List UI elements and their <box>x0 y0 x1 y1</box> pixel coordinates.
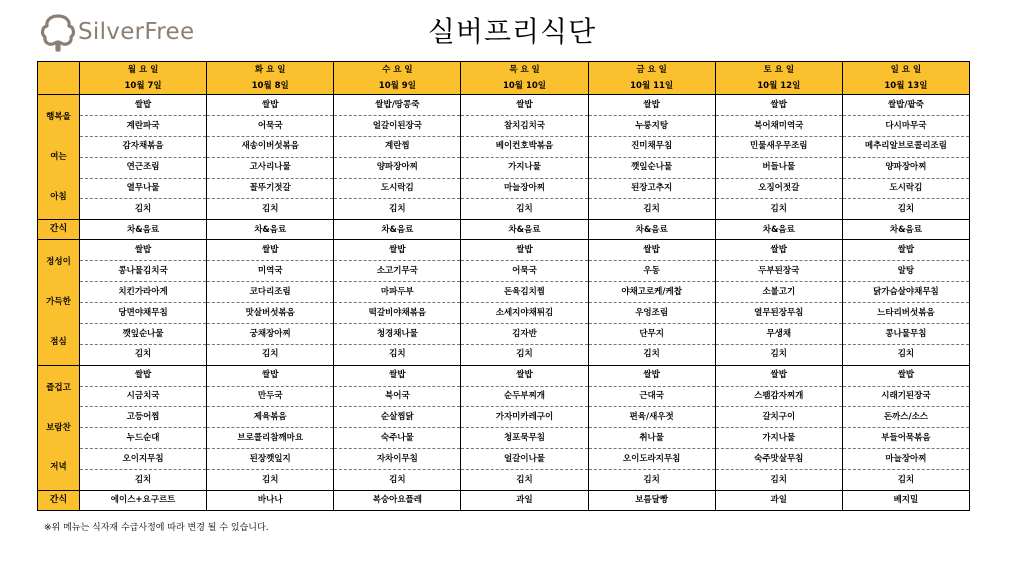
menu-item: 북어국 <box>334 386 461 407</box>
dinner-row <box>38 470 970 491</box>
lunch-row <box>38 303 970 324</box>
menu-item: 궁채장아찌 <box>207 323 334 344</box>
menu-item: 양파장아찌 <box>334 157 461 178</box>
breakfast-label-line: 아침 <box>50 191 67 202</box>
menu-item: 김치 <box>588 199 715 220</box>
menu-item: 김치 <box>80 199 207 220</box>
lunch-label-line: 정성이 <box>46 257 71 268</box>
menu-item: 치킨가라아게 <box>80 282 207 303</box>
dinner-label-line: 즐겁고 <box>46 382 71 393</box>
menu-item: 쌀밥 <box>80 365 207 386</box>
menu-item: 메추리알브로콜리조림 <box>842 136 969 157</box>
day-date-header: 10월 11일 <box>588 78 715 95</box>
menu-item: 당면야채무침 <box>80 303 207 324</box>
menu-item: 무생채 <box>715 323 842 344</box>
snack-item: 차&음료 <box>461 220 588 240</box>
menu-item: 꼴뚜기젓갈 <box>207 178 334 199</box>
breakfast-row <box>38 199 970 220</box>
lunch-label-line: 점심 <box>50 337 67 348</box>
day-date-header: 10월 9일 <box>334 78 461 95</box>
menu-item: 오이지무침 <box>80 449 207 470</box>
day-date-header: 10월 13일 <box>842 78 969 95</box>
dinner-label-line: 저녁 <box>50 462 67 473</box>
menu-item: 오징어젓갈 <box>715 178 842 199</box>
menu-item: 김치 <box>334 199 461 220</box>
day-date-header: 10월 8일 <box>207 78 334 95</box>
menu-item: 쌀밥 <box>588 365 715 386</box>
menu-item: 김치 <box>715 199 842 220</box>
breakfast-row <box>38 157 970 178</box>
day-name-header: 금 요 일 <box>588 62 715 79</box>
menu-item: 쌀밥 <box>842 240 969 261</box>
menu-item: 김치 <box>842 199 969 220</box>
menu-item: 김치 <box>588 470 715 491</box>
menu-item: 김치 <box>461 344 588 365</box>
day-name-header: 월 요 일 <box>80 62 207 79</box>
dinner-row <box>38 386 970 407</box>
menu-item: 쌀밥 <box>715 240 842 261</box>
dinner-row <box>38 365 970 386</box>
menu-item: 두부된장국 <box>715 261 842 282</box>
lunch-row <box>38 261 970 282</box>
menu-item: 계란파국 <box>80 115 207 136</box>
menu-item: 쌀밥 <box>842 365 969 386</box>
dinner-label-line: 보람찬 <box>46 422 71 433</box>
menu-item: 어묵국 <box>461 261 588 282</box>
menu-item: 김치 <box>80 470 207 491</box>
day-date-header: 10월 7일 <box>80 78 207 95</box>
menu-item: 어묵국 <box>207 115 334 136</box>
lunch-row <box>38 282 970 303</box>
menu-item: 청포묵무침 <box>461 428 588 449</box>
menu-item: 김치 <box>715 344 842 365</box>
menu-item: 미역국 <box>207 261 334 282</box>
menu-item: 알탕 <box>842 261 969 282</box>
date-row <box>38 78 970 95</box>
menu-item: 우동 <box>588 261 715 282</box>
menu-item: 민물새우무조림 <box>715 136 842 157</box>
snack-item: 보름달빵 <box>588 491 715 511</box>
menu-item: 베이컨호박볶음 <box>461 136 588 157</box>
breakfast-row <box>38 136 970 157</box>
menu-item: 소세지야채튀김 <box>461 303 588 324</box>
menu-item: 마파두부 <box>334 282 461 303</box>
menu-item: 느타리버섯볶음 <box>842 303 969 324</box>
menu-item: 쌀밥 <box>461 240 588 261</box>
menu-item: 김치 <box>207 470 334 491</box>
menu-item: 쌀밥 <box>334 365 461 386</box>
day-date-header: 10월 12일 <box>715 78 842 95</box>
day-name-header: 일 요 일 <box>842 62 969 79</box>
menu-item: 쌀밥 <box>461 95 588 116</box>
menu-item: 얼갈이된장국 <box>334 115 461 136</box>
lunch-row <box>38 240 970 261</box>
dinner-row <box>38 449 970 470</box>
menu-item: 누드순대 <box>80 428 207 449</box>
lunch-row <box>38 344 970 365</box>
day-name-header: 목 요 일 <box>461 62 588 79</box>
snack-item: 과일 <box>715 491 842 511</box>
dinner-row <box>38 407 970 428</box>
snack-item: 차&음료 <box>588 220 715 240</box>
corner-cell <box>38 62 80 79</box>
menu-item: 고사리나물 <box>207 157 334 178</box>
snack-item: 차&음료 <box>207 220 334 240</box>
menu-item: 자차이무침 <box>334 449 461 470</box>
menu-item: 가지나물 <box>461 157 588 178</box>
menu-item: 깻잎순나물 <box>588 157 715 178</box>
snack-label: 간식 <box>38 220 80 240</box>
menu-item: 쌀밥/팥죽 <box>842 95 969 116</box>
lunch-row <box>38 323 970 344</box>
day-name-row <box>38 62 970 79</box>
snack-item: 에이스+요구르트 <box>80 491 207 511</box>
menu-item: 열무된장무침 <box>715 303 842 324</box>
menu-item: 도시락김 <box>334 178 461 199</box>
menu-item: 김치 <box>461 470 588 491</box>
breakfast-label-line: 행복을 <box>46 112 71 123</box>
day-name-header: 수 요 일 <box>334 62 461 79</box>
menu-item: 양파장아찌 <box>842 157 969 178</box>
snack-item: 차&음료 <box>334 220 461 240</box>
menu-item: 쌀밥 <box>588 95 715 116</box>
lunch-label <box>38 240 80 365</box>
menu-item: 새송이버섯볶음 <box>207 136 334 157</box>
menu-item: 얼갈이나물 <box>461 449 588 470</box>
menu-item: 근대국 <box>588 386 715 407</box>
menu-item: 버들나물 <box>715 157 842 178</box>
menu-item: 가지나물 <box>715 428 842 449</box>
menu-item: 닭가슴살야채무침 <box>842 282 969 303</box>
menu-item: 김치 <box>715 470 842 491</box>
menu-item: 김치 <box>842 470 969 491</box>
menu-item: 순두부찌개 <box>461 386 588 407</box>
snack-item: 바나나 <box>207 491 334 511</box>
menu-item: 돈육김치찜 <box>461 282 588 303</box>
menu-item: 열무나물 <box>80 178 207 199</box>
menu-item: 김치 <box>207 199 334 220</box>
breakfast-label <box>38 95 80 220</box>
breakfast-row <box>38 95 970 116</box>
menu-item: 쌀밥 <box>715 365 842 386</box>
menu-item: 쌀밥 <box>80 95 207 116</box>
menu-item: 쌀밥 <box>461 365 588 386</box>
snack-row <box>38 220 970 240</box>
menu-item: 시래기된장국 <box>842 386 969 407</box>
menu-item: 김치 <box>334 470 461 491</box>
snack-row <box>38 491 970 511</box>
menu-item: 쌀밥 <box>715 95 842 116</box>
menu-item: 떡갈비야채볶음 <box>334 303 461 324</box>
breakfast-row <box>38 115 970 136</box>
menu-item: 김치 <box>80 344 207 365</box>
menu-item: 오이도라지무침 <box>588 449 715 470</box>
menu-item: 숙주맛살무침 <box>715 449 842 470</box>
lunch-label-line: 가득한 <box>46 297 71 308</box>
weekly-menu-table <box>37 61 970 511</box>
menu-item: 돈까스/소스 <box>842 407 969 428</box>
menu-item: 브로콜리참깨마요 <box>207 428 334 449</box>
snack-item: 베지밀 <box>842 491 969 511</box>
menu-item: 소불고기 <box>715 282 842 303</box>
menu-item: 진미채무침 <box>588 136 715 157</box>
day-name-header: 화 요 일 <box>207 62 334 79</box>
snack-item: 차&음료 <box>715 220 842 240</box>
menu-item: 우엉조림 <box>588 303 715 324</box>
menu-item: 스팸감자찌개 <box>715 386 842 407</box>
menu-item: 된장깻잎지 <box>207 449 334 470</box>
menu-item: 쌀밥 <box>334 240 461 261</box>
menu-item: 참치김치국 <box>461 115 588 136</box>
snack-item: 과일 <box>461 491 588 511</box>
menu-item: 쌀밥 <box>588 240 715 261</box>
footer-note: ※위 메뉴는 식자재 수급사정에 따라 변경 될 수 있습니다. <box>44 523 269 533</box>
menu-item: 김치 <box>588 344 715 365</box>
menu-item: 김자반 <box>461 323 588 344</box>
menu-item: 마늘장아찌 <box>461 178 588 199</box>
menu-item: 감자채볶음 <box>80 136 207 157</box>
menu-item: 코다리조림 <box>207 282 334 303</box>
menu-item: 쌀밥 <box>80 240 207 261</box>
menu-item: 쌀밥/땅콩죽 <box>334 95 461 116</box>
snack-item: 차&음료 <box>842 220 969 240</box>
menu-item: 야채고로케/케찹 <box>588 282 715 303</box>
menu-item: 마늘장아찌 <box>842 449 969 470</box>
menu-item: 김치 <box>461 199 588 220</box>
menu-item: 가자미카레구이 <box>461 407 588 428</box>
menu-item: 시금치국 <box>80 386 207 407</box>
menu-item: 쌀밥 <box>207 95 334 116</box>
menu-item: 도시락김 <box>842 178 969 199</box>
menu-item: 김치 <box>207 344 334 365</box>
logo-text: SilverFree <box>78 19 195 45</box>
day-date-header: 10월 10일 <box>461 78 588 95</box>
menu-item: 쌀밥 <box>207 240 334 261</box>
menu-item: 연근조림 <box>80 157 207 178</box>
menu-item: 김치 <box>334 344 461 365</box>
menu-item: 단무지 <box>588 323 715 344</box>
menu-item: 깻잎순나물 <box>80 323 207 344</box>
menu-item: 편육/새우젓 <box>588 407 715 428</box>
menu-item: 된장고추지 <box>588 178 715 199</box>
menu-item: 제육볶음 <box>207 407 334 428</box>
snack-label: 간식 <box>38 491 80 511</box>
menu-item: 쌀밥 <box>207 365 334 386</box>
page-title: 실버프리식단 <box>427 15 597 48</box>
dinner-row <box>38 428 970 449</box>
menu-item: 콩나물무침 <box>842 323 969 344</box>
breakfast-row <box>38 178 970 199</box>
menu-item: 청경채나물 <box>334 323 461 344</box>
snack-item: 복숭아요플레 <box>334 491 461 511</box>
menu-item: 북어채미역국 <box>715 115 842 136</box>
breakfast-label-line: 여는 <box>50 151 67 162</box>
corner-cell <box>38 78 80 95</box>
menu-item: 만두국 <box>207 386 334 407</box>
menu-item: 콩나물김치국 <box>80 261 207 282</box>
menu-item: 취나물 <box>588 428 715 449</box>
menu-item: 숙주나물 <box>334 428 461 449</box>
menu-item: 다시마무국 <box>842 115 969 136</box>
day-name-header: 토 요 일 <box>715 62 842 79</box>
menu-item: 갈치구이 <box>715 407 842 428</box>
dinner-label <box>38 365 80 490</box>
menu-item: 누룽지탕 <box>588 115 715 136</box>
snack-item: 차&음료 <box>80 220 207 240</box>
menu-item: 맛살버섯볶음 <box>207 303 334 324</box>
menu-item: 계란찜 <box>334 136 461 157</box>
menu-item: 순살찜닭 <box>334 407 461 428</box>
menu-item: 소고기무국 <box>334 261 461 282</box>
menu-item: 부들어묵볶음 <box>842 428 969 449</box>
menu-item: 김치 <box>842 344 969 365</box>
menu-item: 고등어찜 <box>80 407 207 428</box>
